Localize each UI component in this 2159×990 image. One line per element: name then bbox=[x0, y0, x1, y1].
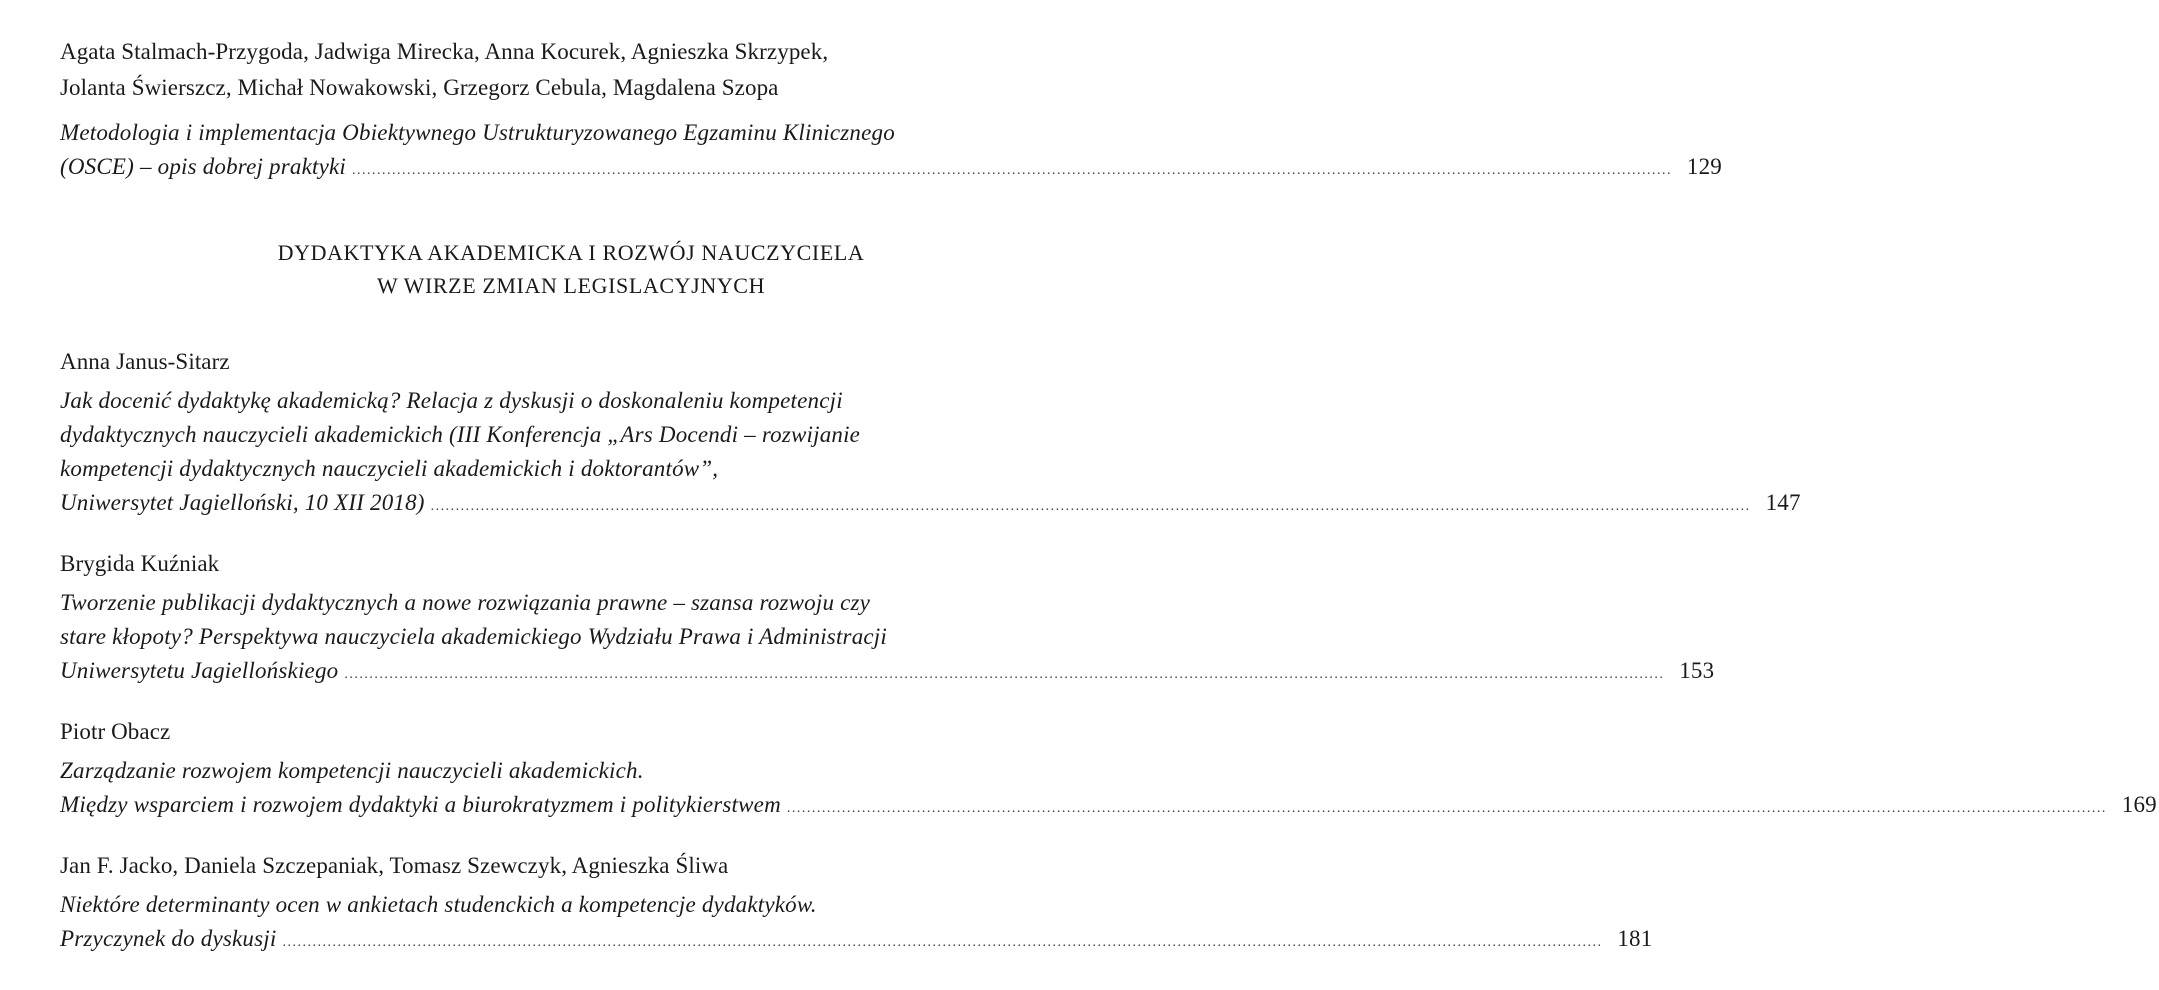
title-line-with-page bbox=[60, 922, 1653, 960]
table-of-contents bbox=[60, 34, 2157, 977]
page-number: 153 bbox=[1679, 658, 1715, 683]
authors-line: Agata Stalmach-Przygoda, Jadwiga Mirecka, Anna Kocurek, Agnieszka Skrzypek, bbox=[60, 39, 829, 64]
title-line-with-page bbox=[60, 654, 1715, 692]
toc-entry bbox=[60, 344, 1801, 524]
entry-authors bbox=[60, 34, 1082, 106]
page-number: 129 bbox=[1686, 154, 1723, 179]
page-number: 181 bbox=[1617, 926, 1653, 951]
entry-authors bbox=[60, 848, 1082, 884]
toc-entry bbox=[60, 848, 1653, 960]
entry-title bbox=[60, 116, 1723, 188]
section-heading-line: W WIRZE ZMIAN LEGISLACYJNYCH bbox=[376, 273, 766, 298]
title-line: Zarządzanie rozwojem kompetencji nauczycieli akademickich. bbox=[60, 758, 644, 783]
section-heading-line: DYDAKTYKA AKADEMICKA I ROZWÓJ NAUCZYCIELA bbox=[277, 240, 865, 265]
authors-line: Jolanta Świerszcz, Michał Nowakowski, Grzegorz Cebula, Magdalena Szopa bbox=[60, 75, 779, 100]
title-line: (OSCE) – opis dobrej praktyki bbox=[60, 154, 347, 179]
title-line: stare kłopoty? Perspektywa nauczyciela akademickiego Wydziału Prawa i Administracji bbox=[60, 624, 887, 649]
title-line: Niektóre determinanty ocen w ankietach studenckich a kompetencje dydaktyków. bbox=[60, 892, 817, 917]
toc-entry bbox=[60, 34, 1723, 188]
entry-authors bbox=[60, 546, 1082, 582]
title-line-with-page bbox=[60, 486, 1801, 524]
leader-dots: ........................................................................................................................................................................................................................................................................ bbox=[430, 499, 1751, 514]
title-line-with-page bbox=[60, 150, 1723, 188]
entry-authors bbox=[60, 714, 1082, 750]
section-heading bbox=[60, 236, 1082, 302]
entry-title bbox=[60, 586, 1715, 692]
page-number: 169 bbox=[2121, 792, 2157, 817]
title-line: dydaktycznych nauczycieli akademickich (III Konferencja „Ars Docendi – rozwijanie bbox=[60, 422, 861, 447]
page-number: 147 bbox=[1765, 490, 1801, 515]
authors-line: Jan F. Jacko, Daniela Szczepaniak, Tomasz Szewczyk, Agnieszka Śliwa bbox=[60, 853, 729, 878]
title-line: kompetencji dydaktycznych nauczycieli akademickich i doktorantów”, bbox=[60, 456, 719, 481]
title-line: Jak docenić dydaktykę akademicką? Relacja z dyskusji o doskonaleniu kompetencji bbox=[60, 388, 843, 413]
toc-entry bbox=[60, 714, 2157, 826]
authors-line: Piotr Obacz bbox=[60, 719, 171, 744]
title-line: Przyczynek do dyskusji bbox=[60, 926, 277, 951]
authors-line: Anna Janus-Sitarz bbox=[60, 349, 230, 374]
toc-entry bbox=[60, 546, 1715, 692]
entry-authors bbox=[60, 344, 1082, 380]
title-line: Między wsparciem i rozwojem dydaktyki a biurokratyzmem i politykierstwem bbox=[60, 792, 781, 817]
leader-dots: ........................................................................................................................................................................................................................................................................ bbox=[282, 935, 1603, 950]
leader-dots: ........................................................................................................................................................................................................................................................................ bbox=[344, 667, 1665, 682]
title-line-with-page bbox=[60, 788, 2157, 826]
title-line: Uniwersytetu Jagiellońskiego bbox=[60, 658, 339, 683]
leader-dots: ........................................................................................................................................................................................................................................................................ bbox=[786, 801, 2107, 816]
entry-title bbox=[60, 384, 1801, 524]
title-line: Tworzenie publikacji dydaktycznych a nowe rozwiązania prawne – szansa rozwoju czy bbox=[60, 590, 871, 615]
authors-line: Brygida Kuźniak bbox=[60, 551, 220, 576]
leader-dots: ........................................................................................................................................................................................................................................................................ bbox=[352, 163, 1673, 178]
title-line: Metodologia i implementacja Obiektywnego Ustrukturyzowanego Egzaminu Klinicznego bbox=[60, 120, 895, 145]
entry-title bbox=[60, 754, 2157, 826]
title-line: Uniwersytet Jagielloński, 10 XII 2018) bbox=[60, 490, 425, 515]
entry-title bbox=[60, 888, 1653, 960]
